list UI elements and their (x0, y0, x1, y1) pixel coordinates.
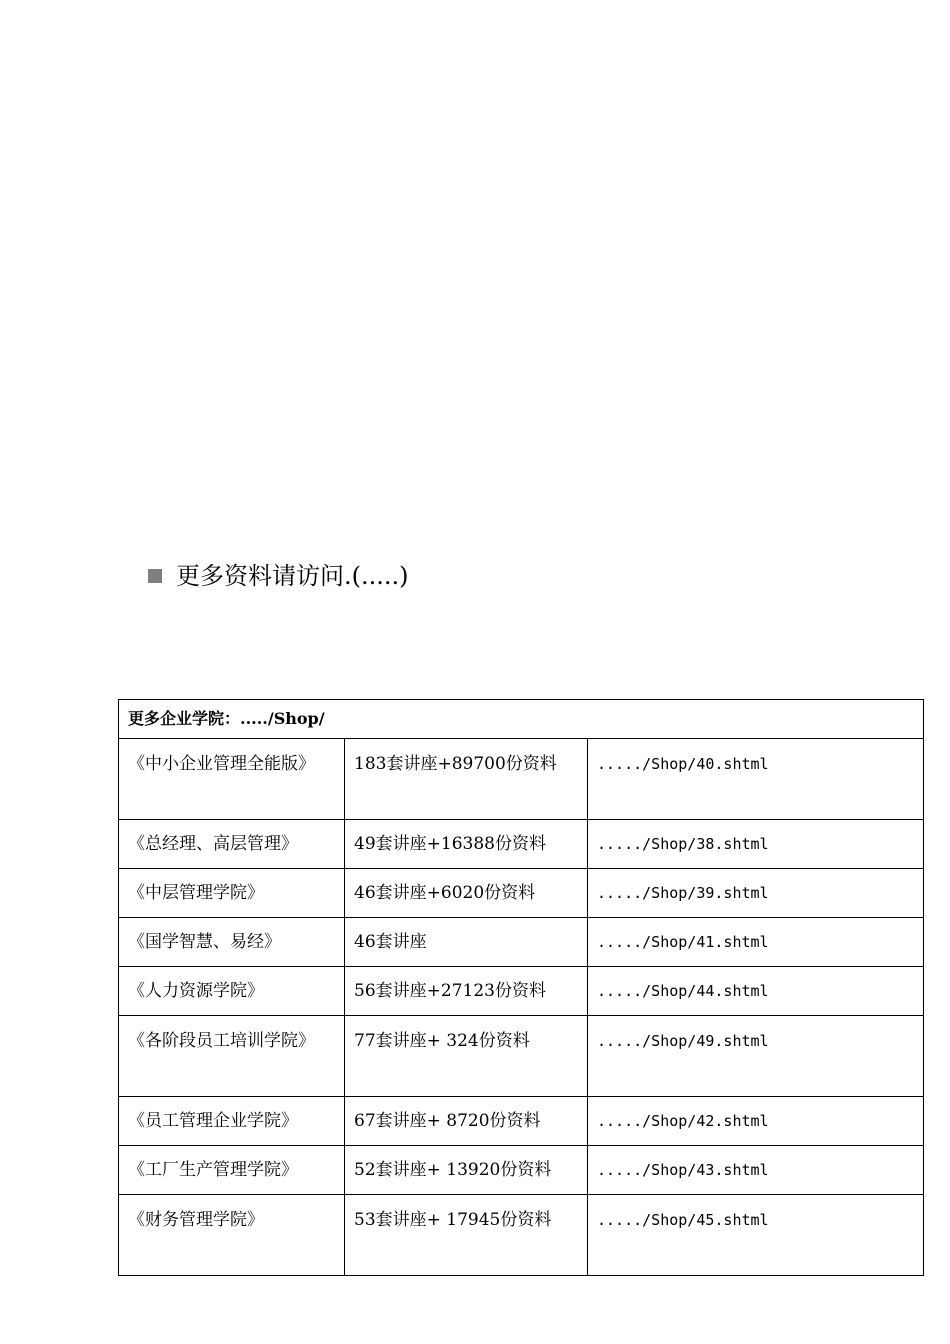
academy-content: 52套讲座+ 13920份资料 (354, 1160, 552, 1180)
table-row (119, 1195, 924, 1276)
academy-content: 183套讲座+89700份资料 (354, 754, 557, 774)
academy-content-cell (345, 967, 588, 1016)
academy-link-cell (588, 869, 924, 918)
academy-link-cell (588, 739, 924, 820)
academy-content-cell (345, 918, 588, 967)
academy-name: 《总经理、高层管理》 (128, 834, 298, 854)
academy-link[interactable]: ...../Shop/39.shtml (597, 884, 769, 902)
table-row (119, 1016, 924, 1097)
academy-name: 《国学智慧、易经》 (128, 932, 281, 952)
table-row (119, 869, 924, 918)
academy-link[interactable]: ...../Shop/38.shtml (597, 835, 769, 853)
academy-name: 《员工管理企业学院》 (128, 1111, 298, 1131)
academy-content: 53套讲座+ 17945份资料 (354, 1210, 552, 1230)
academy-name: 《财务管理学院》 (128, 1210, 264, 1230)
academy-link[interactable]: ...../Shop/41.shtml (597, 933, 769, 951)
academy-name-cell (119, 918, 345, 967)
table-header-cell (119, 700, 924, 739)
academy-name: 《中层管理学院》 (128, 883, 264, 903)
table-header-text[interactable]: 更多企业学院：...../Shop/ (128, 709, 325, 728)
table-row (119, 820, 924, 869)
academy-content-cell (345, 820, 588, 869)
table-row (119, 967, 924, 1016)
academy-link[interactable]: ...../Shop/49.shtml (597, 1032, 769, 1050)
academy-name-cell (119, 967, 345, 1016)
square-bullet-icon (148, 569, 162, 583)
academy-name: 《中小企业管理全能版》 (128, 754, 315, 774)
academy-table (118, 699, 924, 1276)
academy-name-cell (119, 1195, 345, 1276)
academy-name-cell (119, 820, 345, 869)
academy-link[interactable]: ...../Shop/42.shtml (597, 1112, 769, 1130)
academy-name: 《人力资源学院》 (128, 981, 264, 1001)
academy-link[interactable]: ...../Shop/44.shtml (597, 982, 769, 1000)
academy-content-cell (345, 739, 588, 820)
academy-link-cell (588, 1146, 924, 1195)
academy-name-cell (119, 1097, 345, 1146)
table-row (119, 1146, 924, 1195)
academy-link-cell (588, 1016, 924, 1097)
academy-content: 77套讲座+ 324份资料 (354, 1031, 530, 1051)
academy-link[interactable]: ...../Shop/40.shtml (597, 755, 769, 773)
academy-content-cell (345, 1016, 588, 1097)
table-row (119, 1097, 924, 1146)
academy-content: 46套讲座 (354, 932, 427, 952)
academy-name-cell (119, 1016, 345, 1097)
notice-text[interactable]: 更多资料请访问.(.....) (176, 562, 409, 590)
academy-link[interactable]: ...../Shop/45.shtml (597, 1211, 769, 1229)
academy-name-cell (119, 1146, 345, 1195)
academy-link-cell (588, 1195, 924, 1276)
academy-content-cell (345, 1097, 588, 1146)
academy-content: 67套讲座+ 8720份资料 (354, 1111, 541, 1131)
academy-name: 《各阶段员工培训学院》 (128, 1031, 315, 1051)
academy-content: 46套讲座+6020份资料 (354, 883, 536, 903)
academy-name-cell (119, 869, 345, 918)
table-header-row (119, 700, 924, 739)
academy-name: 《工厂生产管理学院》 (128, 1160, 298, 1180)
academy-link-cell (588, 820, 924, 869)
notice-line (148, 560, 409, 592)
academy-name-cell (119, 739, 345, 820)
academy-link-cell (588, 1097, 924, 1146)
table-row (119, 739, 924, 820)
table-row (119, 918, 924, 967)
academy-content-cell (345, 1146, 588, 1195)
academy-content-cell (345, 1195, 588, 1276)
academy-content: 49套讲座+16388份资料 (354, 834, 546, 854)
academy-link-cell (588, 967, 924, 1016)
academy-content-cell (345, 869, 588, 918)
academy-link[interactable]: ...../Shop/43.shtml (597, 1161, 769, 1179)
academy-content: 56套讲座+27123份资料 (354, 981, 546, 1001)
academy-link-cell (588, 918, 924, 967)
